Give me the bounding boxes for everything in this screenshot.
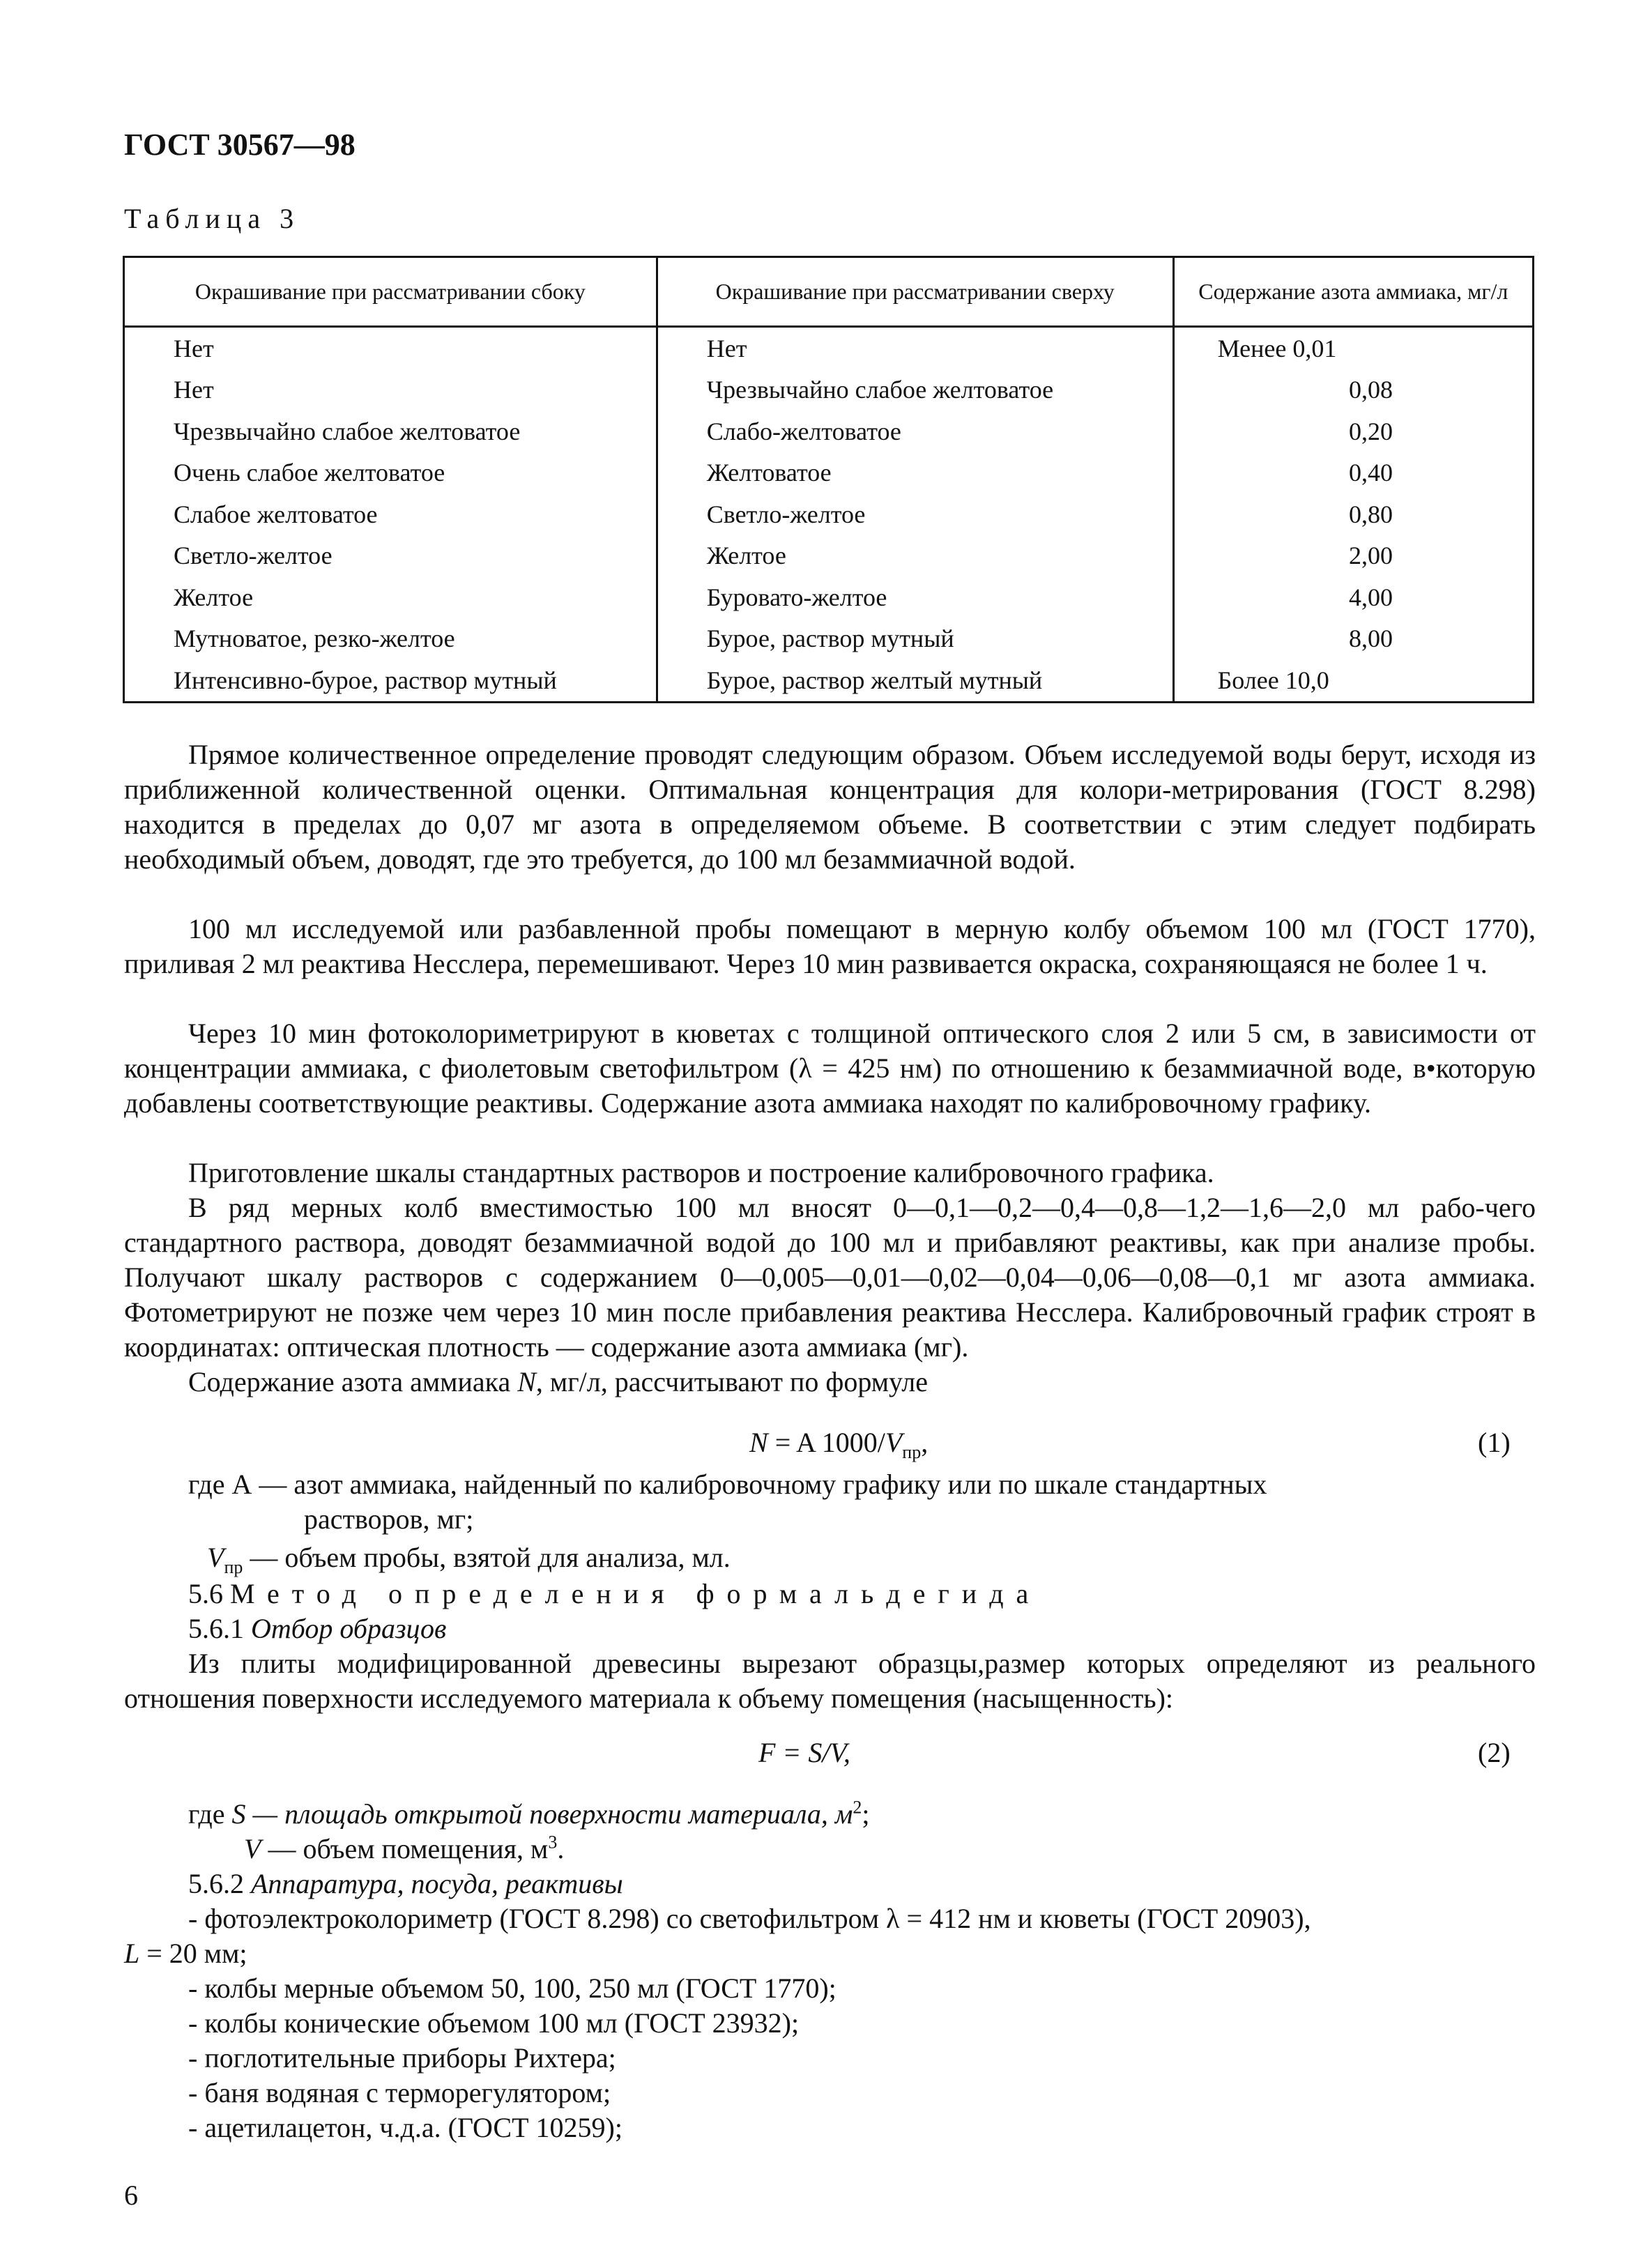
paragraph-sampling: Из плиты модифицированной древесины вырезают образцы,размер которых определяют из реального отношения поверхности исследуемого материала к объему помещения (насыщенность): bbox=[124, 1648, 1536, 1714]
cell-top-coloring: Желтое bbox=[657, 535, 1173, 577]
formula-1: N = A $1000/V_{пр}$, bbox=[749, 1427, 929, 1462]
cell-top-coloring: Бурое, раствор мутный bbox=[657, 618, 1173, 660]
paragraph-scale-heading: Приготовление шкалы стандартных растворов и построение калибровочного графика. bbox=[188, 1157, 1214, 1188]
list-item: - ацетилацетон, ч.д.а. (ГОСТ 10259); bbox=[188, 2112, 622, 2143]
table-row bbox=[124, 493, 1534, 535]
cell-top-coloring: Чрезвычайно слабое желтоватое bbox=[657, 369, 1173, 411]
cell-top-coloring: Бурое, раствор желтый мутный bbox=[657, 659, 1173, 702]
cell-nitrogen-content: 8,00 bbox=[1173, 618, 1533, 660]
where-a-line: где А — азот аммиака, найденный по калибровочному графику или по шкале стандартных bbox=[188, 1469, 1267, 1500]
list-item: - баня водяная с терморегулятором; bbox=[188, 2077, 611, 2108]
cell-nitrogen-content: 4,00 bbox=[1173, 576, 1533, 618]
paragraph-sample-prep: 100 мл исследуемой или разбавленной пробы помещают в мерную колбу объемом 100 мл (ГОСТ 1770), приливая 2 мл реактива Несслера, перемешивают. Через 10 мин развивается окраска, сохраняющаяся не более 1 ч. bbox=[124, 913, 1536, 979]
cell-top-coloring: Желтоватое bbox=[657, 452, 1173, 494]
cell-side-coloring: Мутноватое, резко-желтое bbox=[124, 618, 657, 660]
cell-side-coloring: Желтое bbox=[124, 576, 657, 618]
list-item-photocolorimeter: - фотоэлектроколориметр (ГОСТ 8.298) со светофильтром λ = 412 нм и кюветы (ГОСТ 20903), bbox=[188, 1903, 1311, 1934]
cell-side-coloring: Светло-желтое bbox=[124, 535, 657, 577]
cell-nitrogen-content: 0,08 bbox=[1173, 369, 1533, 411]
table-caption: Таблица 3 bbox=[124, 203, 300, 234]
cell-side-coloring: Очень слабое желтоватое bbox=[124, 452, 657, 494]
table-row bbox=[124, 327, 1534, 369]
list-item-photocolorimeter-cont: L = 20 мм; bbox=[124, 1938, 247, 1969]
table-row bbox=[124, 411, 1534, 452]
table-row bbox=[124, 618, 1534, 660]
where-v2-line: V — объем помещения, $м^3$. bbox=[244, 1832, 565, 1864]
cell-side-coloring: Нет bbox=[124, 327, 657, 369]
table-row bbox=[124, 452, 1534, 494]
formula-2-number: (2) bbox=[1478, 1737, 1511, 1768]
table-3 bbox=[123, 256, 1534, 703]
table-row bbox=[124, 576, 1534, 618]
page-number: 6 bbox=[124, 2179, 138, 2211]
cell-top-coloring: Светло-желтое bbox=[657, 493, 1173, 535]
cell-side-coloring: Интенсивно-бурое, раствор мутный bbox=[124, 659, 657, 702]
cell-nitrogen-content: 0,80 bbox=[1173, 493, 1533, 535]
section-5-6-heading: 5.6 Метод определения формальдегида bbox=[188, 1578, 1041, 1609]
header-nitrogen-content: Содержание азота аммиака, мг/л bbox=[1173, 257, 1533, 327]
paragraph-calibration: В ряд мерных колб вместимостью 100 мл вносят 0—0,1—0,2—0,4—0,8—1,2—1,6—2,0 мл рабо-чего стандартного раствора, доводят безаммиачной водой до 100 мл и прибавляют реактивы, как при анализе пробы. Получают шкалу растворов с содержанием 0—0,005—0,01—0,02—0,04—0,06—0,08—0,1 мг азота аммиака. Фотометрируют не позже чем через 10 мин после прибавления реактива Несслера. Калибровочный график строят в координатах: оптическая плотность — содержание азота аммиака (мг). bbox=[124, 1192, 1536, 1363]
section-5-6-1-heading: 5.6.1 Отбор образцов bbox=[188, 1613, 447, 1644]
formula-1-number: (1) bbox=[1478, 1427, 1511, 1458]
section-5-6-2-heading: 5.6.2 Аппаратура, посуда, реактивы bbox=[188, 1868, 623, 1899]
cell-top-coloring: Нет bbox=[657, 327, 1173, 369]
cell-nitrogen-content: Менее 0,01 bbox=[1173, 327, 1533, 369]
where-s-line: где S — площадь открытой поверхности материала, $м^2$; bbox=[188, 1797, 870, 1830]
table-row bbox=[124, 535, 1534, 577]
header-side-coloring: Окрашивание при рассматривании сбоку bbox=[124, 257, 657, 327]
header-top-coloring: Окрашивание при рассматривании сверху bbox=[657, 257, 1173, 327]
paragraph-direct-determination: Прямое количественное определение проводят следующим образом. Объем исследуемой воды берут, исходя из приближенной количественной оценки. Оптимальная концентрация для колори-метрирования (ГОСТ 8.298) находится в пределах до 0,07 мг азота в определяемом объеме. В соответствии с этим следует подбирать необходимый объем, доводят, где это требуется, до 100 мл безаммиачной водой. bbox=[124, 739, 1536, 875]
cell-nitrogen-content: Более 10,0 bbox=[1173, 659, 1533, 702]
cell-top-coloring: Слабо-желтоватое bbox=[657, 411, 1173, 452]
cell-top-coloring: Буровато-желтое bbox=[657, 576, 1173, 618]
paragraph-formula-intro: Содержание азота аммиака N, мг/л, рассчитывают по формуле bbox=[188, 1366, 928, 1397]
document-header: ГОСТ 30567—98 bbox=[124, 128, 356, 162]
list-item: - колбы конические объемом 100 мл (ГОСТ 23932); bbox=[188, 2007, 800, 2039]
cell-nitrogen-content: 0,40 bbox=[1173, 452, 1533, 494]
table-header-row bbox=[124, 257, 1534, 327]
formula-2: F = S/V, bbox=[758, 1737, 850, 1768]
list-item: - поглотительные приборы Рихтера; bbox=[188, 2042, 616, 2074]
cell-side-coloring: Чрезвычайно слабое желтоватое bbox=[124, 411, 657, 452]
table-body bbox=[124, 327, 1534, 703]
list-item: - колбы мерные объемом 50, 100, 250 мл (ГОСТ 1770); bbox=[188, 1972, 837, 2004]
where-v-line: $V_{пр}$ — объем пробы, взятой для анализа, мл. bbox=[207, 1542, 731, 1577]
table-row bbox=[124, 369, 1534, 411]
paragraph-photocolorimetry: Через 10 мин фотоколориметрируют в кюветах с толщиной оптического слоя 2 или 5 см, в зависимости от концентрации аммиака, с фиолетовым светофильтром (λ = 425 нм) по отношению к безаммиачной воде, в•которую добавлены соответствующие реактивы. Содержание азота аммиака находят по калибровочному графику. bbox=[124, 1018, 1536, 1119]
cell-side-coloring: Слабое желтоватое bbox=[124, 493, 657, 535]
table-row bbox=[124, 659, 1534, 702]
where-a-line-cont: растворов, мг; bbox=[304, 1503, 474, 1535]
cell-nitrogen-content: 0,20 bbox=[1173, 411, 1533, 452]
cell-nitrogen-content: 2,00 bbox=[1173, 535, 1533, 577]
cell-side-coloring: Нет bbox=[124, 369, 657, 411]
